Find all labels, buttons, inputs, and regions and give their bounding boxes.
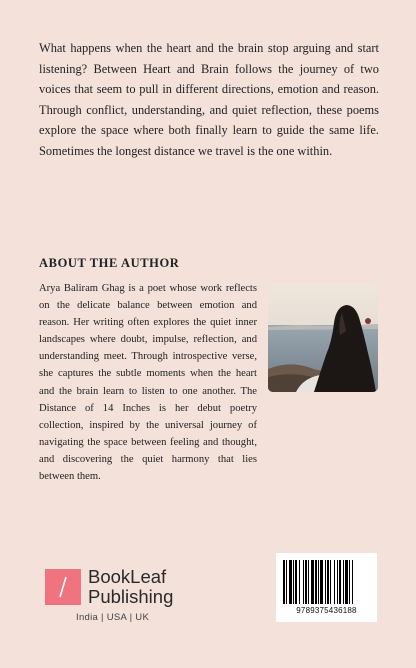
barcode-bar <box>318 560 319 604</box>
barcode-bar <box>343 560 344 604</box>
barcode-bar <box>330 560 331 604</box>
barcode-bar <box>308 560 309 604</box>
barcode-bar <box>334 560 335 604</box>
barcode-bar <box>305 560 307 604</box>
barcode-bar <box>286 560 287 604</box>
isbn-number: 9789375436188 <box>296 606 357 615</box>
barcode-bar <box>320 560 323 604</box>
publisher-name-line2: Publishing <box>88 586 174 607</box>
barcode-bar <box>315 560 317 604</box>
barcode-bar <box>337 560 338 604</box>
publisher-name-line1: BookLeaf <box>88 566 167 587</box>
barcode-bar <box>289 560 292 604</box>
back-cover-blurb: What happens when the heart and the brain stop arguing and start listening? Between Heart and Brain follows the journey of two voices that seem to pull in different directions, emotion and reason. Through conflict, understanding, and quiet reflection, these poems explore the space where both finally learn to guide the same life. Sometimes the longest distance we travel is the one within. <box>39 41 379 158</box>
bookleaf-logo-mark <box>45 569 81 605</box>
barcode-bar <box>311 560 314 604</box>
barcode-bar <box>352 560 353 604</box>
isbn-barcode <box>276 553 377 622</box>
author-photo <box>268 283 378 392</box>
barcode-bar <box>325 560 326 604</box>
barcode-bar <box>299 560 300 604</box>
barcode-bars <box>283 560 370 604</box>
barcode-bar <box>345 560 348 604</box>
barcode-bar <box>283 560 285 604</box>
about-author-heading: ABOUT THE AUTHOR <box>39 256 180 270</box>
author-bio: Arya Baliram Ghag is a poet whose work reflects on the delicate balance between emotion and reason. Her writing often explores the quiet inner landscapes where doubt, impulse, reflection, and understanding meet. Through introspective verse, she captures the subtle moments when the heart and the brain learn to listen to one another. The Distance of 14 Inches is her debut poetry collection, inspired by the universal journey of navigating the space between feeling and thought, and discovering the quiet harmony that lies between them. <box>39 283 257 483</box>
barcode-bar <box>339 560 341 604</box>
barcode-bar <box>349 560 350 604</box>
barcode-bar <box>327 560 329 604</box>
publisher-regions: India | USA | UK <box>76 612 150 623</box>
barcode-bar <box>303 560 304 604</box>
barcode-bar <box>295 560 297 604</box>
barcode-bar <box>293 560 294 604</box>
